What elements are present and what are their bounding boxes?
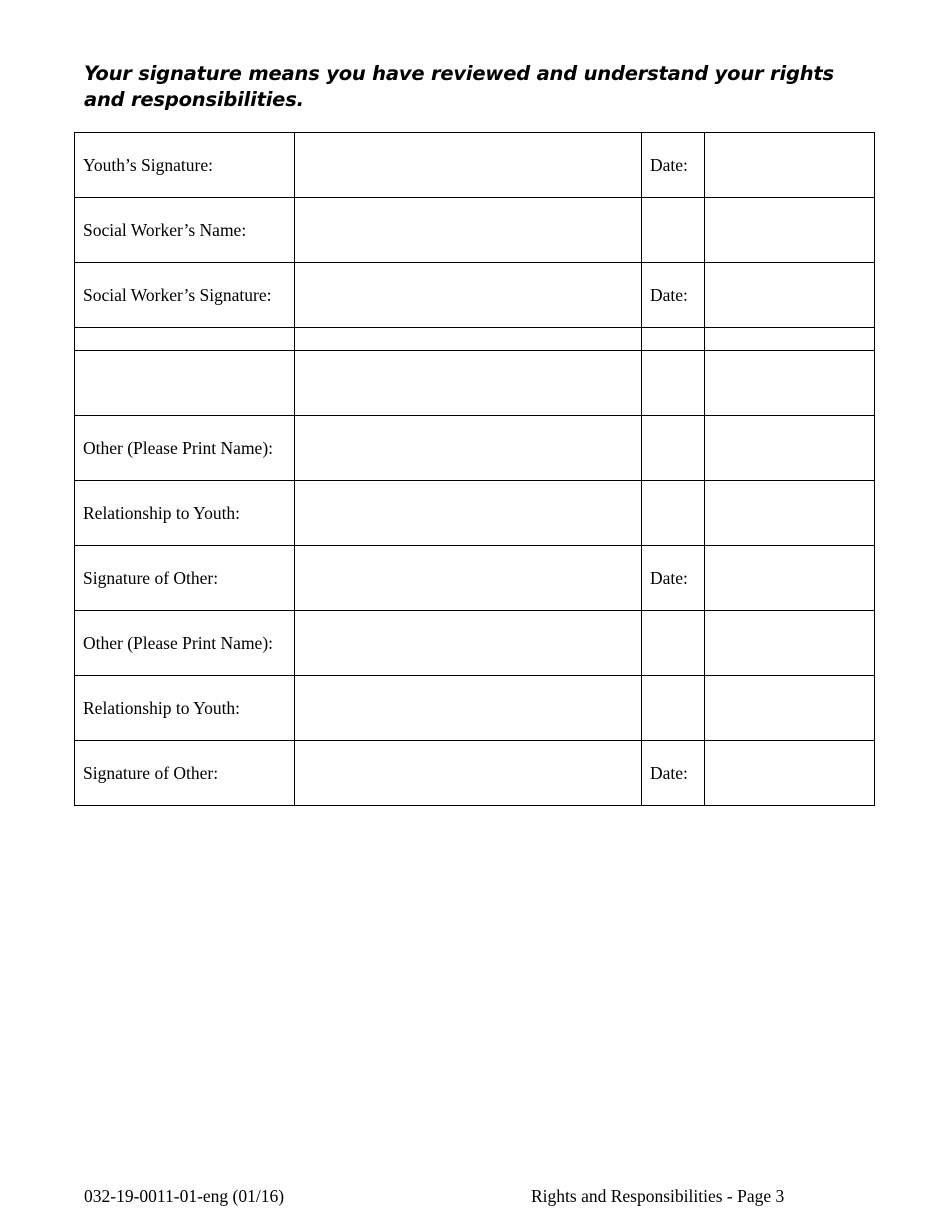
table-row	[75, 198, 875, 263]
table-row	[75, 416, 875, 481]
table-row	[75, 546, 875, 611]
relationship-to-youth-field[interactable]	[295, 481, 642, 546]
date-label	[642, 198, 705, 263]
table-row	[75, 741, 875, 806]
empty-field[interactable]	[705, 351, 875, 416]
empty-field[interactable]	[295, 351, 642, 416]
row-label: Signature of Other:	[75, 741, 295, 806]
row-label: Youth’s Signature:	[75, 133, 295, 198]
row-label: Signature of Other:	[75, 546, 295, 611]
social-worker-name-field[interactable]	[295, 198, 642, 263]
table-row	[75, 611, 875, 676]
row-label: Social Worker’s Name:	[75, 198, 295, 263]
table-row	[75, 676, 875, 741]
youth-signature-field[interactable]	[295, 133, 642, 198]
row-label: Social Worker’s Signature:	[75, 263, 295, 328]
date-label: Date:	[642, 263, 705, 328]
table-row	[75, 351, 875, 416]
signature-table	[74, 132, 875, 806]
row-label: Other (Please Print Name):	[75, 416, 295, 481]
other-signature-field[interactable]	[295, 546, 642, 611]
date-label	[642, 351, 705, 416]
table-row	[75, 481, 875, 546]
date-label	[642, 481, 705, 546]
other-signature-date-field[interactable]	[705, 741, 875, 806]
table-row	[75, 263, 875, 328]
table-row	[75, 133, 875, 198]
page-heading: Your signature means you have reviewed and understand your rights and responsibilities.	[84, 62, 834, 111]
social-worker-signature-date-field[interactable]	[705, 263, 875, 328]
social-worker-signature-field[interactable]	[295, 263, 642, 328]
date-label	[642, 328, 705, 351]
row-label: Other (Please Print Name):	[75, 611, 295, 676]
row-label: Relationship to Youth:	[75, 676, 295, 741]
date-label: Date:	[642, 133, 705, 198]
empty-cell[interactable]	[705, 416, 875, 481]
youth-signature-date-field[interactable]	[705, 133, 875, 198]
date-label	[642, 676, 705, 741]
row-label	[75, 328, 295, 351]
other-print-name-field[interactable]	[295, 611, 642, 676]
other-signature-field[interactable]	[295, 741, 642, 806]
empty-cell[interactable]	[705, 676, 875, 741]
empty-cell	[295, 328, 642, 351]
form-number: 032-19-0011-01-eng (01/16)	[84, 1186, 285, 1206]
page-label: Rights and Responsibilities - Page 3	[531, 1186, 785, 1206]
empty-cell[interactable]	[705, 198, 875, 263]
empty-cell[interactable]	[705, 611, 875, 676]
table-row-spacer	[75, 328, 875, 351]
date-label: Date:	[642, 741, 705, 806]
date-label	[642, 611, 705, 676]
other-print-name-field[interactable]	[295, 416, 642, 481]
date-label: Date:	[642, 546, 705, 611]
other-signature-date-field[interactable]	[705, 546, 875, 611]
date-label	[642, 416, 705, 481]
row-label	[75, 351, 295, 416]
relationship-to-youth-field[interactable]	[295, 676, 642, 741]
row-label: Relationship to Youth:	[75, 481, 295, 546]
empty-cell[interactable]	[705, 481, 875, 546]
empty-cell	[705, 328, 875, 351]
